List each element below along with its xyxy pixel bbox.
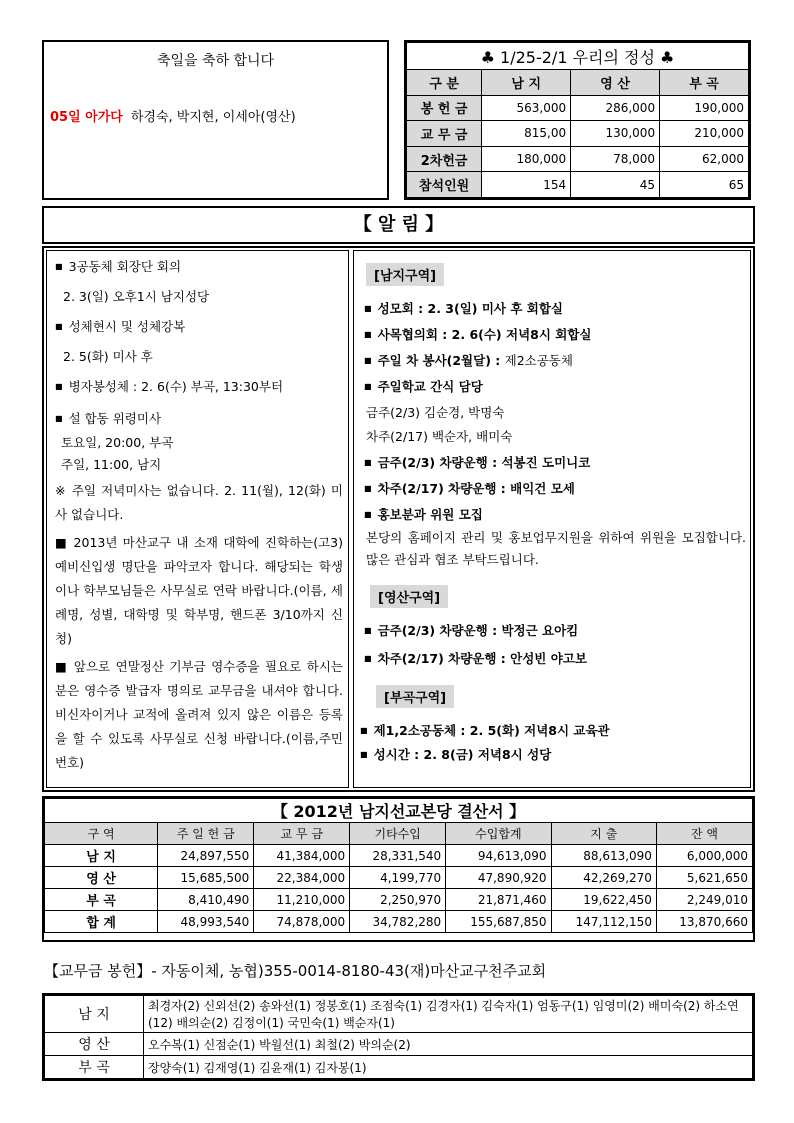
notice-detail: 2. 3(일) 오후1시 남지성당 [63, 289, 210, 304]
offering-title: ♣ 1/25-2/1 우리의 정성 ♣ [407, 43, 749, 70]
cell: 190,000 [660, 95, 749, 121]
donor-names: 오수복(1) 신점순(1) 박월선(1) 최철(2) 박의순(2) [144, 1033, 753, 1056]
notice-detail: 차주(2/17) 백순자, 배미숙 [366, 429, 513, 444]
cell: 155,687,850 [446, 911, 551, 933]
donor-zone: 부 곡 [45, 1056, 144, 1079]
notice-paragraph: ■ 앞으로 연말정산 기부금 영수증을 필요로 하시는 분은 영수증 발급자 명의로 교무금을 내셔야 합니다. 비신자이거나 교적에 올려져 있지 않은 이름은 등록을 할 수 있도록 사무실로 신청 바랍니다.(이름,주민번호) [55, 659, 343, 770]
cell: 62,000 [660, 146, 749, 172]
offering-table [404, 40, 751, 200]
notice-detail: 토요일, 20:00, 부곡 [61, 435, 174, 450]
cell: 42,269,270 [551, 867, 656, 889]
settlement-col-header: 구 역 [45, 823, 158, 845]
cell: 15,685,500 [158, 867, 254, 889]
cell: 6,000,000 [656, 845, 752, 867]
notice-item: ■ 제1,2소공동체 : 2. 5(화) 저녁8시 교육관 [360, 721, 610, 739]
cell: 88,613,090 [551, 845, 656, 867]
cell: 147,112,150 [551, 911, 656, 933]
notice-item: ■ 금주(2/3) 차량운행 : 박정근 요아킴 [364, 621, 578, 639]
zone-label: [남지구역] [366, 263, 444, 286]
birthday-title: 축일을 축하 합니다 [156, 53, 275, 69]
cell: 47,890,920 [446, 867, 551, 889]
donor-names: 최경자(2) 신외선(2) 송와선(1) 정봉호(1) 조점숙(1) 김경자(1) 김숙자(1) 엄동구(1) 임영미(2) 배미숙(2) 하소연(12) 배의순(2) 김정이(1) 국민숙(1) 백순자(1) [144, 996, 753, 1033]
row-label: 부 곡 [45, 889, 158, 911]
donor-row [45, 1033, 753, 1056]
cell: 2,249,010 [656, 889, 752, 911]
cell: 41,384,000 [254, 845, 350, 867]
settlement-row [45, 911, 753, 933]
cell: 48,993,540 [158, 911, 254, 933]
birthday-line [50, 106, 296, 125]
donor-row [45, 1056, 753, 1079]
cell: 11,210,000 [254, 889, 350, 911]
notice-detail: 2. 5(화) 미사 후 [63, 349, 153, 364]
offering-row [407, 172, 749, 198]
cell: 65 [660, 172, 749, 198]
notice-detail: 본당의 홈페이지 관리 및 홍보업무지원을 위하여 위원을 모집합니다. 많은 관심과 협조 부탁드립니다. [366, 530, 746, 567]
edu-offering-line: 【교무금 봉헌】- 자동이체, 농협)355-0014-8180-43(재)마산교구천주교회 [44, 962, 547, 980]
settlement-row [45, 889, 753, 911]
notice-title: 【 알 림 】 [42, 206, 755, 244]
cell: 13,870,660 [656, 911, 752, 933]
zone-label: [부곡구역] [376, 685, 454, 708]
cell: 2,250,970 [350, 889, 446, 911]
settlement-row [45, 867, 753, 889]
row-label: 참석인원 [407, 172, 482, 198]
notice-item: ■ 성시간 : 2. 8(금) 저녁8시 성당 [360, 745, 551, 763]
notice-detail: 주일, 11:00, 남지 [61, 457, 162, 472]
cell: 94,613,090 [446, 845, 551, 867]
notice-detail: 금주(2/3) 김순경, 박명숙 [366, 405, 505, 420]
settlement-title: 【 2012년 남지선교본당 결산서 】 [45, 799, 753, 823]
notice-item: ■ 차주(2/17) 차량운행 : 안성빈 야고보 [364, 649, 587, 667]
donors-table [42, 993, 755, 1081]
notice-item [364, 351, 573, 369]
cell: 210,000 [660, 121, 749, 147]
notice-right-column [353, 250, 751, 788]
cell: 21,871,460 [446, 889, 551, 911]
cell: 180,000 [482, 146, 571, 172]
notice-item: ■ 차주(2/17) 차량운행 : 배익건 모세 [364, 479, 575, 497]
offering-col-header: 부 곡 [660, 70, 749, 96]
cell: 74,878,000 [254, 911, 350, 933]
donor-names: 장양숙(1) 김재영(1) 김윤재(1) 김자봉(1) [144, 1056, 753, 1079]
notice-item: ■ 병자봉성체 : 2. 6(수) 부곡, 13:30부터 [55, 377, 283, 395]
notice-item: ■ 성모회 : 2. 3(일) 미사 후 회합실 [364, 299, 563, 317]
notice-note: ※ 주일 저녁미사는 없습니다. 2. 11(월), 12(화) 미사 없습니다. [55, 483, 343, 522]
cell: 19,622,450 [551, 889, 656, 911]
settlement-col-header: 기타수입 [350, 823, 446, 845]
notice-item: ■ 홍보분과 위원 모집 [364, 505, 483, 523]
offering-row [407, 95, 749, 121]
settlement-col-header: 지 출 [551, 823, 656, 845]
offering-col-header: 남 지 [482, 70, 571, 96]
notice-item: ■ 설 합동 위령미사 [55, 409, 161, 427]
notice-item-label: 주일 차 봉사(2월달) : [377, 353, 505, 368]
row-label: 영 산 [45, 867, 158, 889]
notice-left-column [46, 250, 349, 788]
cell: 286,000 [571, 95, 660, 121]
row-label: 교 무 금 [407, 121, 482, 147]
zone-label: [영산구역] [370, 585, 448, 608]
offering-col-header: 구 분 [407, 70, 482, 96]
notice-item: ■ 사목협의회 : 2. 6(수) 저녁8시 회합실 [364, 325, 592, 343]
row-label: 남 지 [45, 845, 158, 867]
notice-item-value: 제2소공동체 [504, 353, 573, 368]
cell: 24,897,550 [158, 845, 254, 867]
notice-paragraph: ■ 2013년 마산교구 내 소재 대학에 진학하는(고3) 예비신입생 명단을 파악코자 합니다. 해당되는 학생이나 학부모님들은 사무실로 연락 바랍니다.(이름, 세례명, 성별, 대학명 및 학부명, 핸드폰 3/10까지 신청) [55, 535, 343, 646]
cell: 154 [482, 172, 571, 198]
notice-item: ■ 금주(2/3) 차량운행 : 석봉진 도미니코 [364, 453, 590, 471]
cell: 22,384,000 [254, 867, 350, 889]
cell: 5,621,650 [656, 867, 752, 889]
row-label: 합 계 [45, 911, 158, 933]
cell: 8,410,490 [158, 889, 254, 911]
settlement-col-header: 교 무 금 [254, 823, 350, 845]
cell: 815,00 [482, 121, 571, 147]
cell: 130,000 [571, 121, 660, 147]
birthday-box [42, 40, 389, 200]
donor-zone: 남 지 [45, 996, 144, 1033]
birthday-names: 하경숙, 박지현, 이세아(영산) [130, 110, 296, 125]
settlement-col-header: 주 일 헌 금 [158, 823, 254, 845]
settlement-col-header: 잔 액 [656, 823, 752, 845]
donor-row [45, 996, 753, 1033]
cell: 34,782,280 [350, 911, 446, 933]
cell: 78,000 [571, 146, 660, 172]
row-label: 2차헌금 [407, 146, 482, 172]
offering-col-header: 영 산 [571, 70, 660, 96]
offering-row [407, 121, 749, 147]
notice-item: ■ 3공동체 회장단 회의 [55, 257, 181, 275]
row-label: 봉 헌 금 [407, 95, 482, 121]
cell: 4,199,770 [350, 867, 446, 889]
cell: 563,000 [482, 95, 571, 121]
offering-row [407, 146, 749, 172]
birthday-day: 05일 아가다 [50, 110, 123, 125]
settlement-col-header: 수입합계 [446, 823, 551, 845]
notice-item: ■ 성체현시 및 성체강복 [55, 317, 185, 335]
donor-zone: 영 산 [45, 1033, 144, 1056]
settlement-row [45, 845, 753, 867]
notice-item: ■ 주일학교 간식 담당 [364, 377, 483, 395]
cell: 28,331,540 [350, 845, 446, 867]
cell: 45 [571, 172, 660, 198]
settlement-table [42, 796, 755, 942]
